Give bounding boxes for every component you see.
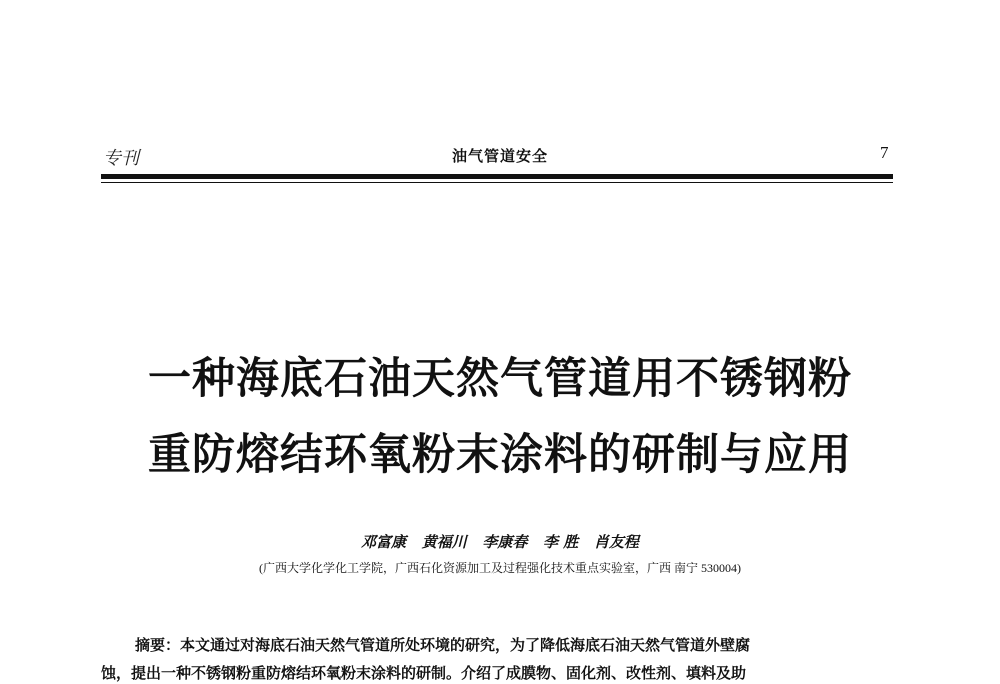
- header-rule-thin: [101, 182, 893, 183]
- journal-name: 油气管道安全: [451, 147, 549, 165]
- article-title-line-1: 一种海底石油天然气管道用不锈钢粉: [148, 354, 852, 404]
- abstract-line-2: 蚀，提出一种不锈钢粉重防熔结环氧粉末涂料的研制。介绍了成膜物、固化剂、改性剂、填料及助: [101, 664, 747, 682]
- header-rule-thick: [101, 174, 893, 179]
- section-label: 专刊: [103, 148, 139, 169]
- page-number: 7: [880, 143, 889, 162]
- author-affiliation: (广西大学化学化工学院，广西石化资源加工及过程强化技术重点实验室，广西 南宁 530004): [259, 561, 741, 575]
- abstract-line-1: 摘要：本文通过对海底石油天然气管道所处环境的研究，为了降低海底石油天然气管道外壁腐: [135, 636, 751, 654]
- article-title-line-2: 重防熔结环氧粉末涂料的研制与应用: [148, 430, 852, 480]
- author-list: 邓富康 黄福川 李康春 李 胜 肖友程: [361, 533, 639, 551]
